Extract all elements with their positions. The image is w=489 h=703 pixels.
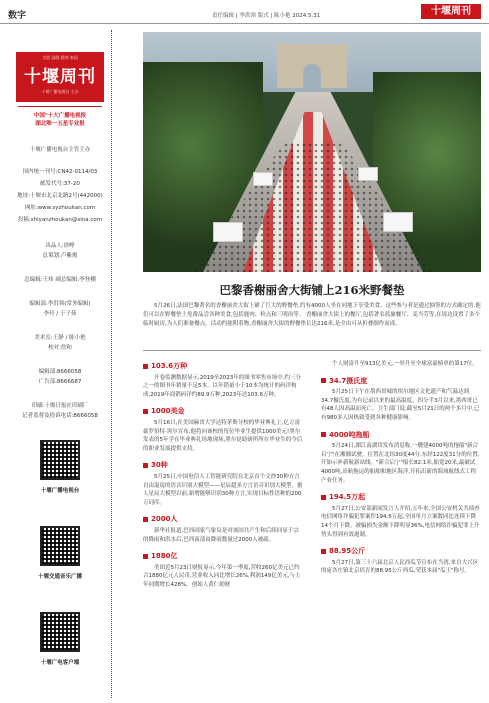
stat-body: 5月16日,在美国麻省大学达特茅斯分校的毕业典礼上,亿万富豪罗伯特·黑尔宣布,他将向该校的每位毕业生提供1000美元!黑尔发表的5年学在毕业典礼场地现场,黑尔是助研所所在毕业生的今后的职业发展提供支持。 xyxy=(143,419,303,452)
qr-code-tv xyxy=(40,440,80,480)
section-label: 数字 xyxy=(8,11,27,21)
article-headline: 巴黎香榭丽舍大街铺上216米野餐垫 xyxy=(219,283,405,297)
tent-shape xyxy=(213,222,243,242)
info-line: 投稿:shiyanzhoukan@sina.com xyxy=(17,217,103,223)
tent-shape xyxy=(358,167,378,181)
logo-slogan: 为您 温暖 精神 家园 xyxy=(42,55,78,60)
divider xyxy=(18,106,102,107)
square-bullet-icon xyxy=(143,364,148,369)
square-bullet-icon xyxy=(321,432,326,437)
staff-line: 校对:詹和 xyxy=(48,345,72,351)
masthead-logo-small: 十堰周刊 xyxy=(421,4,481,19)
logo-name: 十堰周刊 xyxy=(24,67,96,87)
stat-title: 34.7摄氏度 xyxy=(321,377,481,386)
stat-body: 5月24日,湖江南湖岱发布消息称,一艘建4000吨的拖船"新合启宁"在湘湘试驶。位置在北纬30度44分,东经122度31分的位置,开始示补新航新站线。"新合启宁"船长82.1米,船宽20米,最破试4000吨,出航拖运的船舶和地区海洋,开拓出新的海域航线式工程产业任务。 xyxy=(321,443,480,484)
print-line: 记者监督及投诉电话:8666058 xyxy=(22,413,98,419)
stat-body: 美团近5月23日财报显示,今年第一季度,营收260亿美元已约合1880亿元人民币,营业收入同比增长26%,利润149亿美元,与上年同期增长428%。创始人黄仁勋财 xyxy=(143,564,301,588)
phone-line: 编辑部:8666058 xyxy=(38,369,82,375)
square-bullet-icon xyxy=(321,549,326,554)
qr-label: 十堰广播电视台 xyxy=(40,488,80,494)
picnic-photo xyxy=(143,32,481,272)
left-column xyxy=(143,356,303,589)
square-bullet-icon xyxy=(143,517,148,522)
stat-title: 194.5万起 xyxy=(321,493,481,502)
stat-body: 5月27日,公安部新闻发言人介绍,五年来,全国公安机关共侦查电信网络诈骗犯罪案件194.5万起,全国单月立案数同比连续下降14个月下降。被骗损失金额下降明显36%,电信网络诈骗犯罪上升势头得到有效遏制。 xyxy=(321,505,480,538)
award-line: 湖北唯一五星专业报 xyxy=(35,121,85,127)
staff-line: 编辑部:李洪领(常务编辑) xyxy=(29,301,91,307)
staff-line: 李玲 / 于子茹 xyxy=(43,311,77,317)
square-bullet-icon xyxy=(321,378,326,383)
staff-line: 出品人:徐峥 xyxy=(45,243,75,249)
phone-line: 广告部:8666687 xyxy=(38,379,82,385)
stat-body: 5月27日,第三十六届北京人民西瓜节宣布在当湾,来自大兴区的庞各庄镇北京培育的88.95公斤西瓜,荣获本届"瓜王"称号。 xyxy=(321,559,478,575)
square-bullet-icon xyxy=(143,409,148,414)
stat-body: 开卷监测数据显示,2019至2023年的图书零售市场中,约三分之一的图书年销量不足5本。以年销量小于10本为统计的码洋构成,2019年商销码洋约89.9万种,2023年达103.6万种。 xyxy=(143,374,301,398)
arch-opening-shape xyxy=(303,64,321,88)
page-header xyxy=(0,0,489,24)
divider xyxy=(143,350,481,351)
qr-label: 十堰交通音乐广播 xyxy=(37,574,82,580)
stat-title: 2000人 xyxy=(143,515,303,524)
info-line: 邮发代号:37-20 xyxy=(40,181,80,187)
right-column xyxy=(321,356,481,576)
stat-title: 1000美金 xyxy=(143,407,303,416)
stat-title: 4000吨拖船 xyxy=(321,431,481,440)
stat-body: 5月25日,中国电信人工智能研究院在北京首个文抄30种方言自由混说的语音识别大模型——星辰超多方言语音识别大模型。据人星辰大模型以前,新增能够识别30种方言,实现目标性语种的200万词库。 xyxy=(143,473,303,506)
square-bullet-icon xyxy=(321,495,326,500)
stat-title: 88.95公斤 xyxy=(321,547,481,556)
stat-body: 新华社报道,巴西国家气象局是对该国共产生和后续回显于宗的降雨和洪水后,巴西南部由降雨数量过2000人被疏。 xyxy=(143,527,299,543)
article-lead: 5月26日,法国巴黎著名的香榭丽舍大街上铺了巨大的野餐垫,约有4000人坐在同地下享受美食。这些参与者是通过抽签的方式确定的,他们可以在野餐垫上免费品尝各种美食,包括鹿肉、粒点和三明治等。 香榭丽舍大街上的餐厅,包括著名蓝旅餐厅、麦当劳等,在周边设置了多个临时厨房,为人们准备餐点。活动约能附着物,香榭丽舍大街的野餐垫长达216米,是全由可从折叠制作而成。 xyxy=(143,303,481,327)
stat-title: 30种 xyxy=(143,461,303,470)
qr-code-app xyxy=(40,612,80,652)
staff-line: 总编辑:王炜 副总编辑:李登棚 xyxy=(24,277,96,283)
qr-code-radio xyxy=(40,526,80,566)
stat-title: 1880亿 xyxy=(143,552,303,561)
award-line: 中国"十大广播电视报 xyxy=(33,113,87,119)
logo-subtitle: 十堰广播电视台 主办 xyxy=(41,89,79,94)
masthead-logo xyxy=(16,52,104,102)
print-line: 印刷:十堰日报社印刷厂 xyxy=(31,403,89,409)
square-bullet-icon xyxy=(143,554,148,559)
staff-line: 美术室:王静 / 陈小艳 xyxy=(34,335,86,341)
continued-text: 个人财富升至913亿美元,一举升至全球富豪榜单的第17位。 xyxy=(332,361,478,367)
sidebar xyxy=(8,30,112,698)
info-line: 网址:www.syzhoukan.com xyxy=(24,205,96,211)
stat-body: 5月25日下午在墨西哥城的埃尔地区文化遗产和气温达到34.7摄氏度,为有记录以来的最高温度。四分半3月以来,墨西哥已有48人因高温而死亡。卫生部门说,截至5月21日的两个多月中,已有980多人因热致受到各种健康影响。 xyxy=(321,389,480,421)
tent-shape xyxy=(383,212,413,232)
stat-title: 103.6万种 xyxy=(143,362,303,371)
info-line: 国内统一刊号:CN42-0114/03 xyxy=(22,169,98,175)
editor-credits: 责任编辑 | 李洪领 版式 | 陈小艳 2024.5.31 xyxy=(212,13,321,19)
qr-label: 十堰广电客户端 xyxy=(40,660,80,666)
staff-line: 总策划:卢紫俊 xyxy=(42,253,78,259)
square-bullet-icon xyxy=(143,463,148,468)
tent-shape xyxy=(253,172,273,186)
organizer: 十堰广播电视台主管主办 xyxy=(29,147,91,153)
info-line: 地址:十堰市北京北路2号(442000) xyxy=(17,193,103,199)
